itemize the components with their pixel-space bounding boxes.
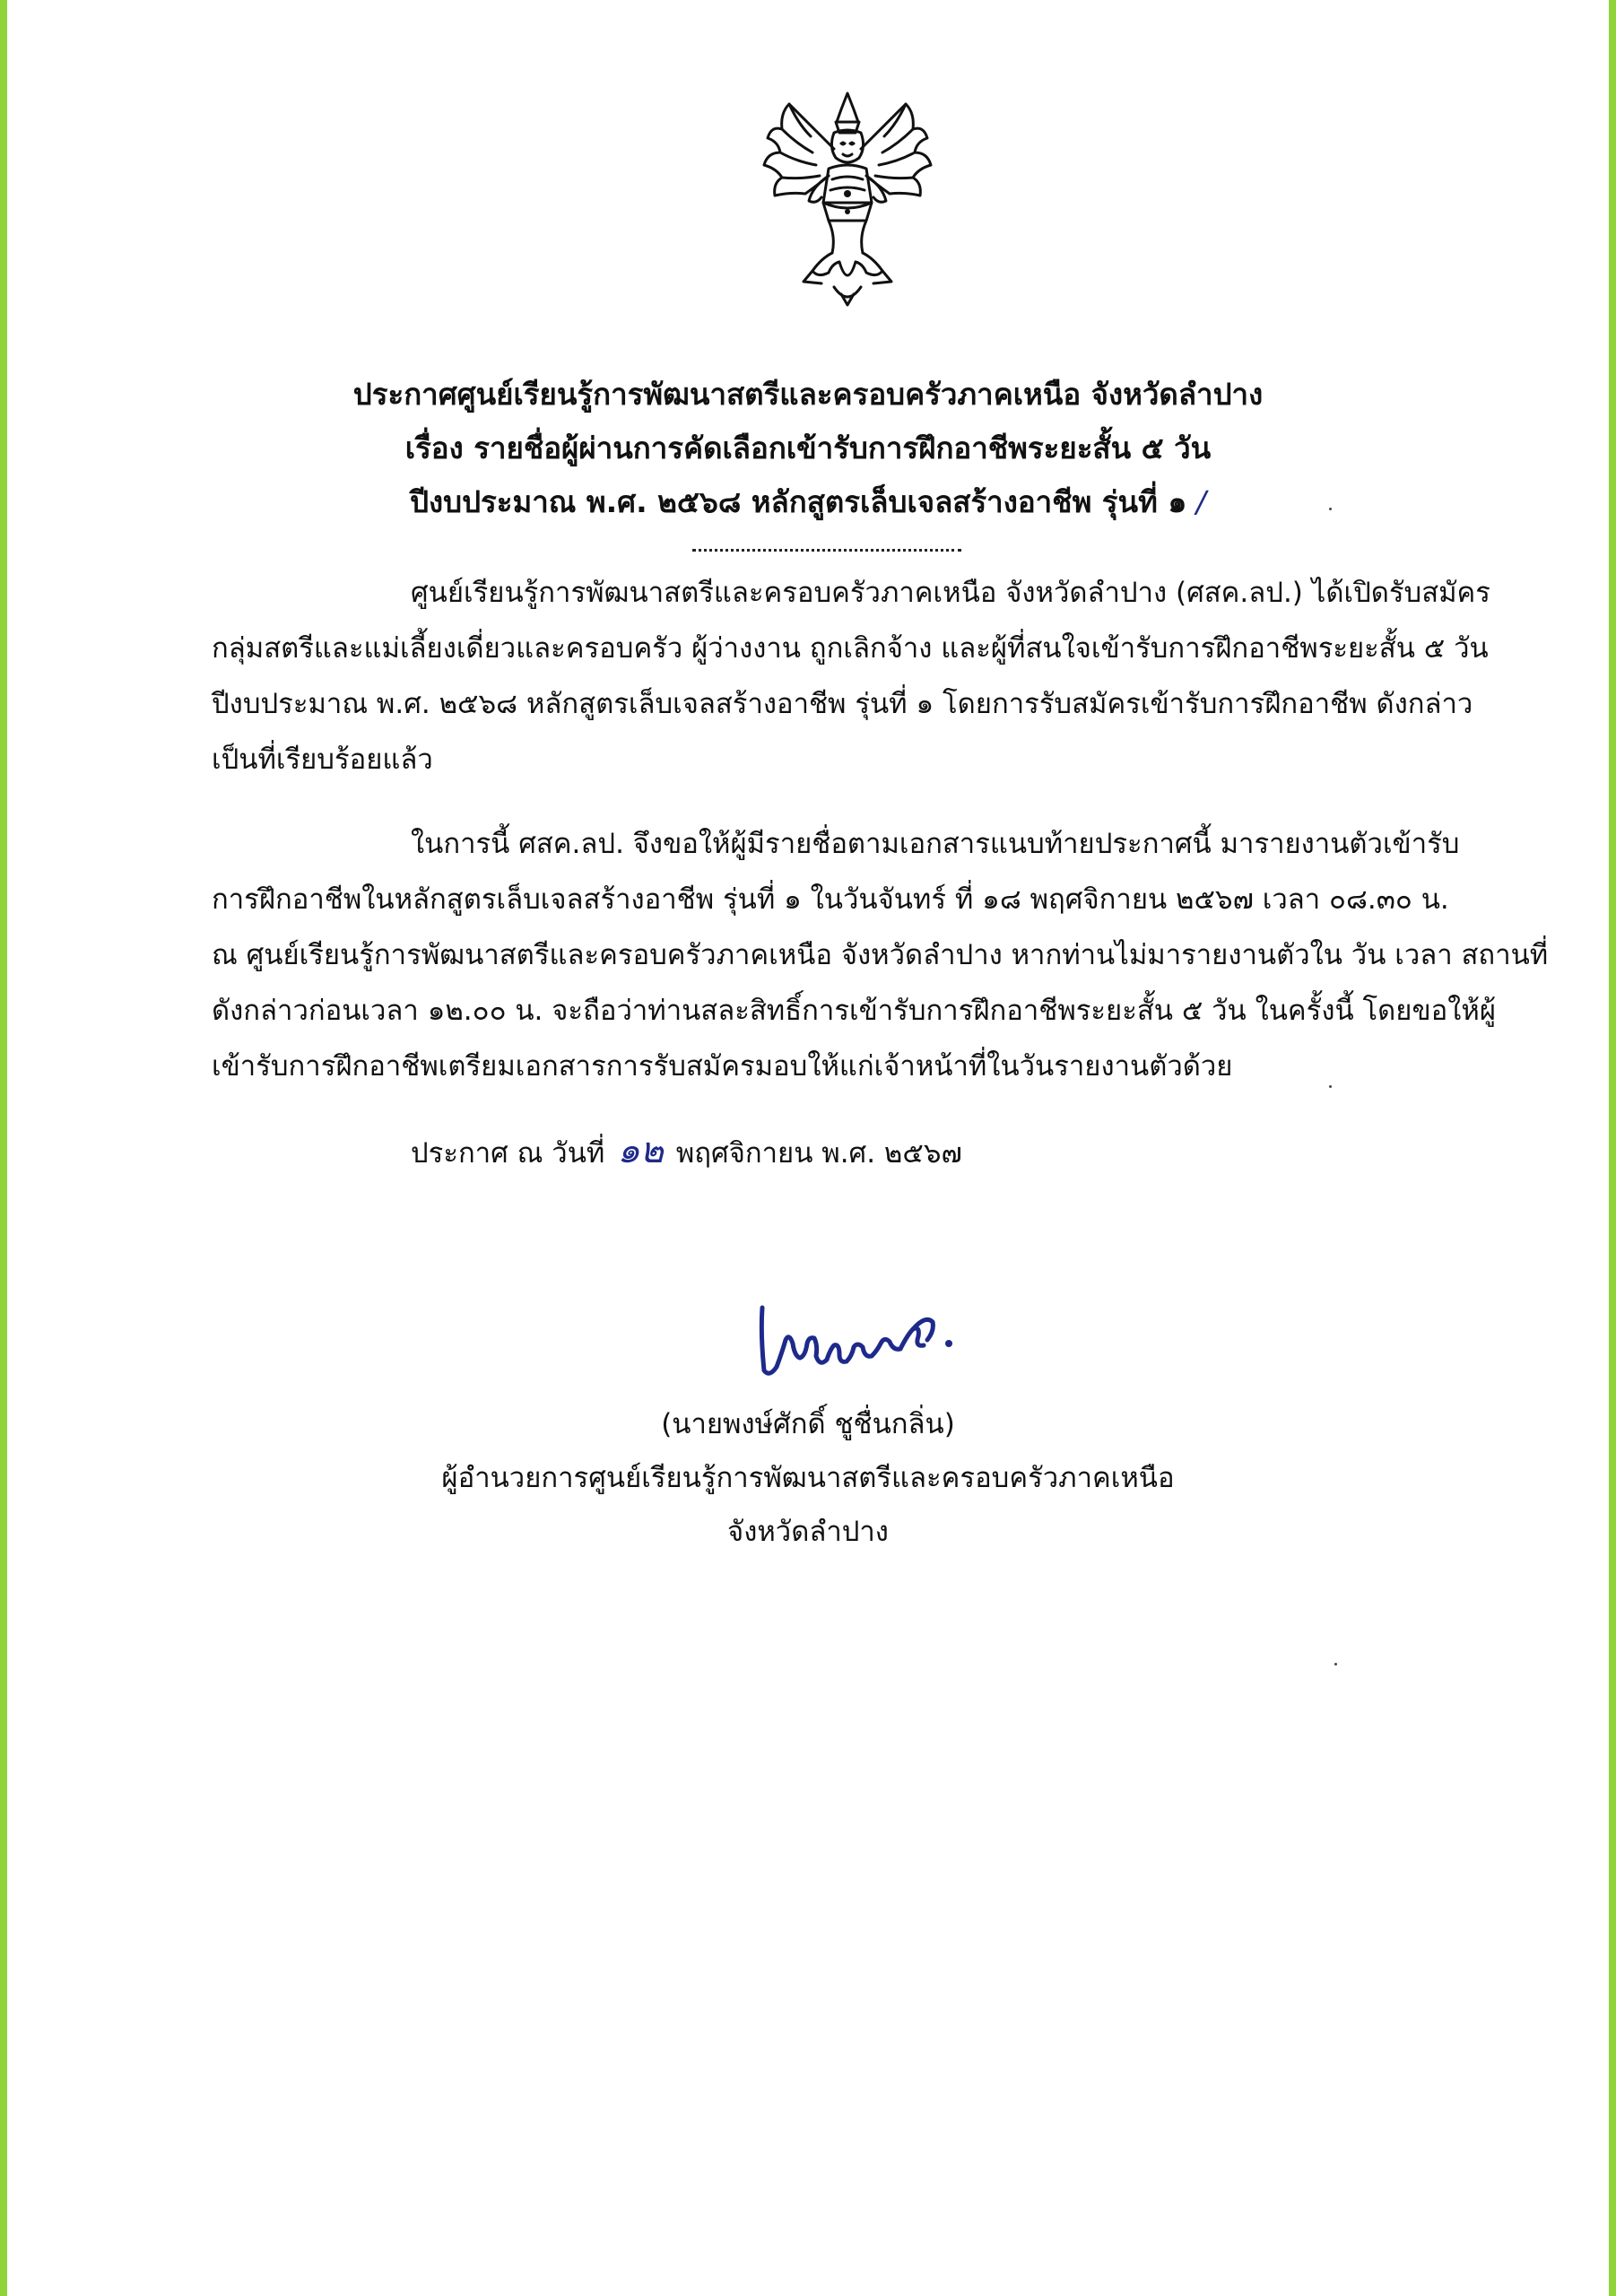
pen-tick-mark: / (1186, 484, 1206, 519)
paragraph-2-line-5: เข้ารับการฝึกอาชีพเตรียมเอกสารการรับสมัครมอบให้แก่เจ้าหน้าที่ในวันรายงานตัวด้วย (212, 1050, 1233, 1083)
scan-edge-right (1609, 0, 1616, 2296)
garuda-emblem-icon (735, 86, 960, 310)
dotted-divider (692, 549, 961, 552)
heading-line-2: เรื่อง รายชื่อผู้ผ่านการคัดเลือกเข้ารับการฝึกอาชีพระยะสั้น ๕ วัน (404, 430, 1212, 465)
announcement-date (411, 1123, 962, 1181)
signature-block (0, 1397, 1616, 1559)
signatory-position: ผู้อำนวยการศูนย์เรียนรู้การพัฒนาสตรีและครอบครัวภาคเหนือ (441, 1462, 1175, 1494)
paragraph-2-line-2: การฝึกอาชีพในหลักสูตรเล็บเจลสร้างอาชีพ รุ่นที่ ๑ ในวันจันทร์ ที่ ๑๘ พฤศจิกายน ๒๕๖๗ เวลา ๐๘.๓๐ น. (212, 883, 1449, 916)
heading-line-3-text: ปีงบประมาณ พ.ศ. ๒๕๖๘ หลักสูตรเล็บเจลสร้างอาชีพ รุ่นที่ ๑ (410, 484, 1187, 519)
paragraph-application-notice (212, 565, 1490, 787)
scan-speck (1329, 508, 1332, 510)
heading-line-1: ประกาศศูนย์เรียนรู้การพัฒนาสตรีและครอบครัวภาคเหนือ จังหวัดลำปาง (352, 377, 1264, 412)
scan-speck (1329, 1085, 1332, 1088)
heading-line-3 (0, 475, 1616, 529)
paragraph-2-line-3: ณ ศูนย์เรียนรู้การพัฒนาสตรีและครอบครัวภาคเหนือ จังหวัดลำปาง หากท่านไม่มารายงานตัวใน วัน เวลา สถานที่ (212, 939, 1549, 971)
scan-speck (1334, 1663, 1337, 1665)
handwritten-signature (750, 1281, 965, 1397)
scan-edge-left (0, 0, 7, 2296)
date-suffix: พฤศจิกายน พ.ศ. ๒๕๖๗ (675, 1137, 962, 1170)
signatory-name: (นายพงษ์ศักดิ์ ชูชื่นกลิ่น) (661, 1408, 955, 1440)
announcement-heading (0, 368, 1616, 529)
paragraph-report-instructions (212, 816, 1549, 1094)
paragraph-1-line-1: ศูนย์เรียนรู้การพัฒนาสตรีและครอบครัวภาคเหนือ จังหวัดลำปาง (ศสค.ลป.) ได้เปิดรับสมัคร (411, 577, 1490, 609)
paragraph-1-line-4: เป็นที่เรียบร้อยแล้ว (212, 744, 433, 776)
paragraph-2-line-1: ในการนี้ ศสค.ลป. จึงขอให้ผู้มีรายชื่อตามเอกสารแนบท้ายประกาศนี้ มารายงานตัวเข้ารับ (411, 828, 1460, 860)
paragraph-1-line-3: ปีงบประมาณ พ.ศ. ๒๕๖๘ หลักสูตรเล็บเจลสร้างอาชีพ รุ่นที่ ๑ โดยการรับสมัครเข้ารับการฝึกอาชีพ ดังกล่าว (212, 688, 1473, 720)
paragraph-2-line-4: ดังกล่าวก่อนเวลา ๑๒.๐๐ น. จะถือว่าท่านสละสิทธิ์การเข้ารับการฝึกอาชีพระยะสั้น ๕ วัน ในครั้งนี้ โดยขอให้ผู้ (212, 995, 1496, 1027)
date-prefix: ประกาศ ณ วันที่ (411, 1137, 605, 1170)
handwritten-day: ๑๒ (617, 1130, 664, 1171)
paragraph-1-line-2: กลุ่มสตรีและแม่เลี้ยงเดี่ยวและครอบครัว ผู้ว่างงาน ถูกเลิกจ้าง และผู้ที่สนใจเข้ารับการฝึกอาชีพระยะสั้น ๕ วัน (212, 632, 1489, 665)
signatory-province: จังหวัดลำปาง (727, 1516, 889, 1548)
